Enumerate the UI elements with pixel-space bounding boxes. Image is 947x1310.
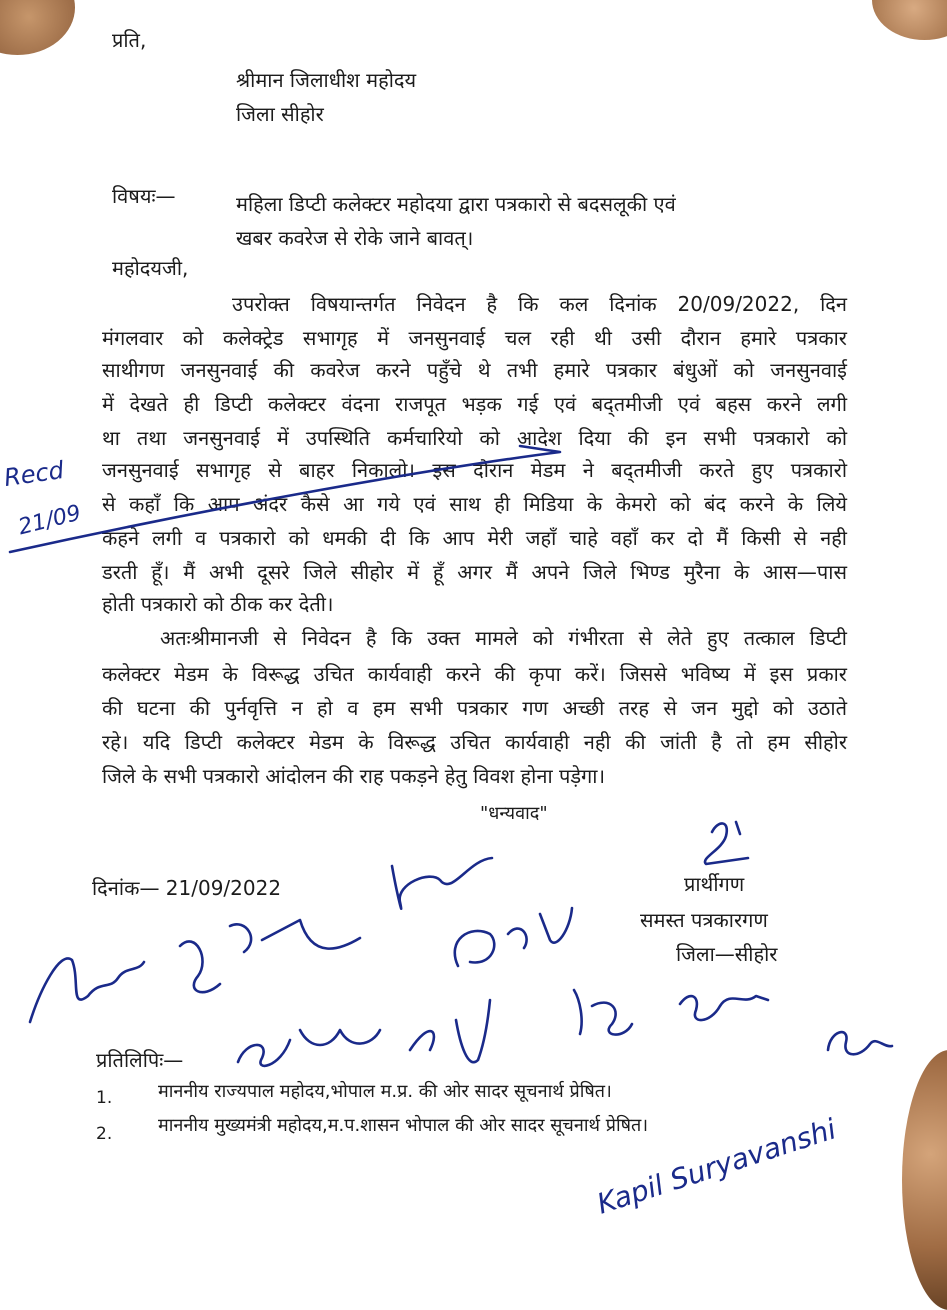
- para2-line: कलेक्टर मेडम के विरूद्ध उचित कार्यवाही करने की कृपा करें। जिससे भविष्य में इस प्रकार: [102, 662, 847, 686]
- date-line: दिनांक— 21/09/2022: [92, 876, 282, 900]
- copy-number: 1.: [96, 1088, 113, 1108]
- signoff-line-3: जिला—सीहोर: [676, 942, 778, 966]
- para1-line: डरती हूँ। मैं अभी दूसरे जिले सीहोर में हूँ अगर मैं अपने जिले भिण्ड मुरैना के आस—पास: [102, 560, 847, 584]
- para1-line: से कहाँ कि आप अंदर कैसे आ गये एवं साथ ही मिडिया के केमरो को बंद करने के लिये: [102, 492, 847, 516]
- signature-kapil: Kapil Suryavanshi: [592, 1112, 841, 1221]
- signature-7: [680, 996, 768, 1020]
- para1-line: में देखते ही डिप्टी कलेक्टर वंदना राजपूत भड़क गई एवं बद्तमीजी एवं बहस करने लगी: [102, 392, 847, 416]
- signature-6: [574, 990, 632, 1035]
- para1-line: होती पत्रकारो को ठीक कर देती।: [102, 592, 334, 616]
- addressee-line-1: श्रीमान जिलाधीश महोदय: [236, 68, 417, 92]
- signature-applicant: [705, 822, 748, 864]
- copies-label: प्रतिलिपिः—: [96, 1048, 184, 1072]
- signature-8: [828, 1032, 892, 1054]
- para1-line: था तथा जनसुनवाई में उपस्थिति कर्मचारियो को आदेश दिया की इन सभी पत्रकारो को: [102, 426, 847, 450]
- copy-text: माननीय राज्यपाल महोदय,भोपाल म.प्र. की ओर सादर सूचनार्थ प्रेषित।: [158, 1081, 612, 1102]
- received-note-strike: [10, 446, 560, 552]
- signature-1: [30, 958, 144, 1022]
- para1-line: मंगलवार को कलेक्ट्रेड सभागृह में जनसुनवाई चल रही थी उसी दौरान हमारे पत्रकार: [102, 326, 847, 350]
- para2-line: जिले के सभी पत्रकारो आंदोलन की राह पकड़ने हेतु विवश होना पड़ेगा।: [102, 764, 606, 788]
- subject-label: विषयः—: [112, 184, 176, 208]
- copy-number: 2.: [96, 1124, 113, 1144]
- to-label: प्रति,: [112, 28, 147, 52]
- signature-2: [180, 920, 360, 992]
- para2-line: अतःश्रीमानजी से निवेदन है कि उक्त मामले को गंभीरता से लेते हुए तत्काल डिप्टी: [160, 626, 847, 650]
- addressee-line-2: जिला सीहोर: [236, 102, 324, 126]
- copy-text: माननीय मुख्यमंत्री महोदय,म.प.शासन भोपाल की ओर सादर सूचनार्थ प्रेषित।: [158, 1115, 649, 1136]
- signature-5: [238, 1000, 490, 1066]
- salutation: महोदयजी,: [112, 256, 189, 280]
- thanks: "धन्यवाद": [480, 803, 548, 824]
- received-note-1: Recd: [2, 455, 66, 493]
- para1-line: उपरोक्त विषयान्तर्गत निवेदन है कि कल दिनांक 20/09/2022, दिन: [232, 292, 847, 316]
- subject-line-2: खबर कवरेज से रोके जाने बावत्।: [236, 226, 474, 250]
- para1-line: जनसुनवाई सभागृह से बाहर निकालो। इस दौरान मेडम ने बद्तमीजी करते हुए पत्रकारो: [102, 458, 847, 482]
- para1-line: साथीगण जनसुनवाई की कवरेज करने पहुँचे थे तभी हमारे पत्रकार बंधुओं को जनसुनवाई: [102, 358, 847, 382]
- para1-line: कहने लगी व पत्रकारो को धमकी दी कि आप मेरी जहाँ चाहे वहाँ कर दो मैं किसी से नही: [102, 526, 847, 550]
- signature-4: [455, 908, 572, 966]
- para2-line: रहे। यदि डिप्टी कलेक्टर मेडम के विरूद्ध उचित कार्यवाही नही की जांती है तो हम सीहोर: [102, 730, 847, 754]
- signoff-line-2: समस्त पत्रकारगण: [640, 908, 768, 932]
- subject-line-1: महिला डिप्टी कलेक्टर महोदया द्वारा पत्रकारो से बदसलूकी एवं: [236, 192, 676, 216]
- received-note-2: 21/09: [15, 500, 84, 541]
- para2-line: की घटना की पुर्नवृत्ति न हो व हम सभी पत्रकार गण अच्छी तरह से जन मुद्दो को उठाते: [102, 696, 847, 720]
- signature-3: [392, 858, 492, 909]
- signoff-line-1: प्रार्थीगण: [684, 872, 745, 896]
